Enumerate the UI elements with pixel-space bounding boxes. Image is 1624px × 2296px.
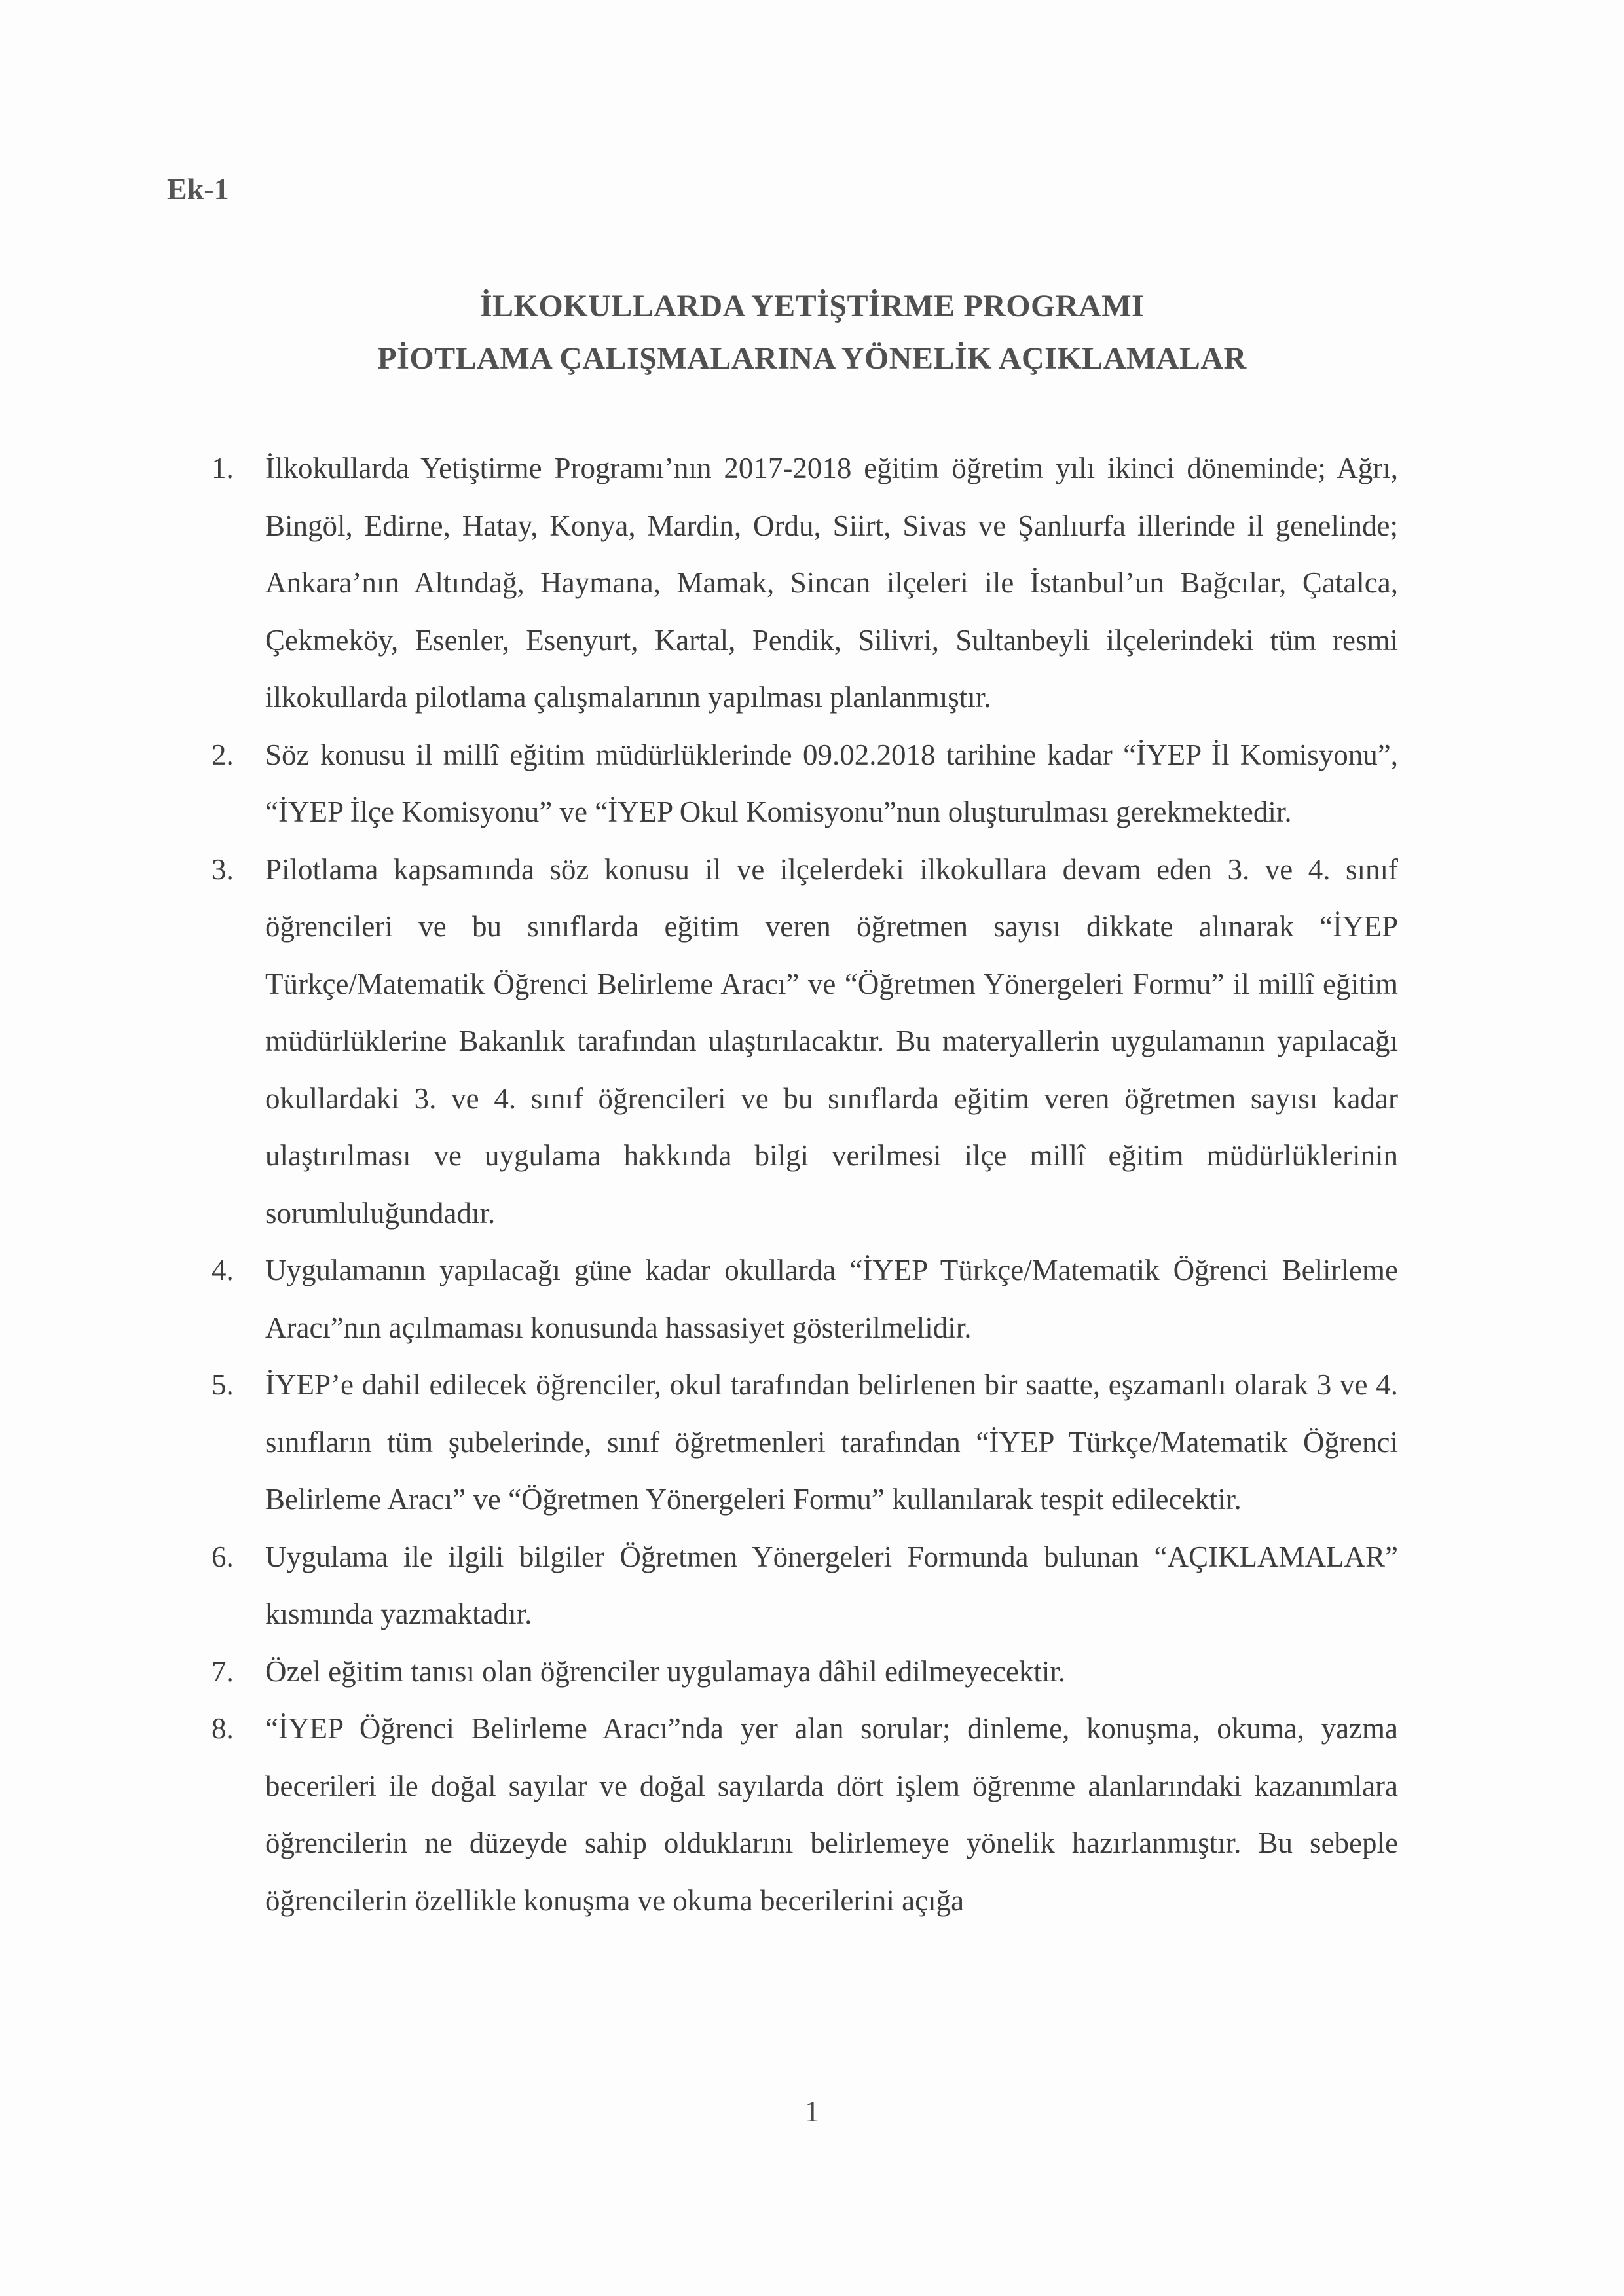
- explanation-list: [200, 440, 1398, 1929]
- list-item: [200, 1529, 1398, 1643]
- list-item: [200, 727, 1398, 841]
- item-text: “İYEP Öğrenci Belirleme Aracı”nda yer alan sorular; dinleme, konuşma, okuma, yazma becerileri ile doğal sayılar ve doğal sayılarda dört işlem öğrenme alanlarındaki kazanımlara öğrencilerin ne düzeyde sahip olduklarını belirlemeye yönelik hazırlanmıştır. Bu sebeple öğrencilerin özellikle konuşma ve okuma becerilerini açığa: [265, 1712, 1398, 1917]
- item-text: Uygulama ile ilgili bilgiler Öğretmen Yönergeleri Formunda bulunan “AÇIKLAMALAR” kısmında yazmaktadır.: [265, 1540, 1398, 1630]
- list-item: [200, 1700, 1398, 1929]
- list-item: [200, 841, 1398, 1243]
- item-text: Söz konusu il millî eğitim müdürlüklerinde 09.02.2018 tarihine kadar “İYEP İl Komisyonu”, “İYEP İlçe Komisyonu” ve “İYEP Okul Komisyonu”nun oluşturulması gerekmektedir.: [265, 738, 1398, 828]
- list-item: [200, 440, 1398, 727]
- item-number: 7.: [212, 1654, 234, 1688]
- list-item: [200, 1643, 1398, 1701]
- item-text: İYEP’e dahil edilecek öğrenciler, okul tarafından belirlenen bir saatte, eşzamanlı olarak 3 ve 4. sınıfların tüm şubelerinde, sınıf öğretmenleri tarafından “İYEP Türkçe/Matematik Öğrenci Belirleme Aracı” ve “Öğretmen Yönergeleri Formu” kullanılarak tespit edilecektir.: [265, 1368, 1398, 1516]
- item-number: 8.: [212, 1712, 234, 1745]
- item-text: Özel eğitim tanısı olan öğrenciler uygulamaya dâhil edilmeyecektir.: [265, 1654, 1066, 1688]
- annex-label: Ek-1: [167, 172, 229, 206]
- list-item: [200, 1242, 1398, 1357]
- list-item: [200, 1357, 1398, 1529]
- item-text: Uygulamanın yapılacağı güne kadar okullarda “İYEP Türkçe/Matematik Öğrenci Belirleme Aracı”nın açılmaması konusunda hassasiyet gösterilmelidir.: [265, 1254, 1398, 1344]
- item-text: Pilotlama kapsamında söz konusu il ve ilçelerdeki ilkokullara devam eden 3. ve 4. sınıf öğrencileri ve bu sınıflarda eğitim veren öğretmen sayısı dikkate alınarak “İYEP Türkçe/Matematik Öğrenci Belirleme Aracı” ve “Öğretmen Yönergeleri Formu” il millî eğitim müdürlüklerine Bakanlık tarafından ulaştırılacaktır. Bu materyallerin uygulamanın yapılacağı okullardaki 3. ve 4. sınıf öğrencileri ve bu sınıflarda eğitim veren öğretmen sayısı kadar ulaştırılması ve uygulama hakkında bilgi verilmesi ilçe millî eğitim müdürlüklerinin sorumluluğundadır.: [265, 852, 1398, 1230]
- item-number: 5.: [212, 1368, 234, 1401]
- item-number: 3.: [212, 852, 234, 886]
- title-line-1: İLKOKULLARDA YETİŞTİRME PROGRAMI: [479, 289, 1145, 323]
- title-line-2: PİOTLAMA ÇALIŞMALARINA YÖNELİK AÇIKLAMALAR: [377, 341, 1247, 376]
- document-title: [0, 280, 1624, 385]
- item-number: 6.: [212, 1540, 234, 1573]
- item-text: İlkokullarda Yetiştirme Programı’nın 2017-2018 eğitim öğretim yılı ikinci döneminde; Ağrı, Bingöl, Edirne, Hatay, Konya, Mardin, Ordu, Siirt, Sivas ve Şanlıurfa illerinde il genelinde; Ankara’nın Altındağ, Haymana, Mamak, Sincan ilçeleri ile İstanbul’un Bağcılar, Çatalca, Çekmeköy, Esenler, Esenyurt, Kartal, Pendik, Silivri, Sultanbeyli ilçelerindeki tüm resmi ilkokullarda pilotlama çalışmalarının yapılması planlanmıştır.: [265, 452, 1398, 714]
- item-number: 1.: [212, 452, 234, 484]
- item-number: 2.: [212, 738, 234, 771]
- page-number: 1: [804, 2094, 820, 2128]
- item-number: 4.: [212, 1254, 234, 1286]
